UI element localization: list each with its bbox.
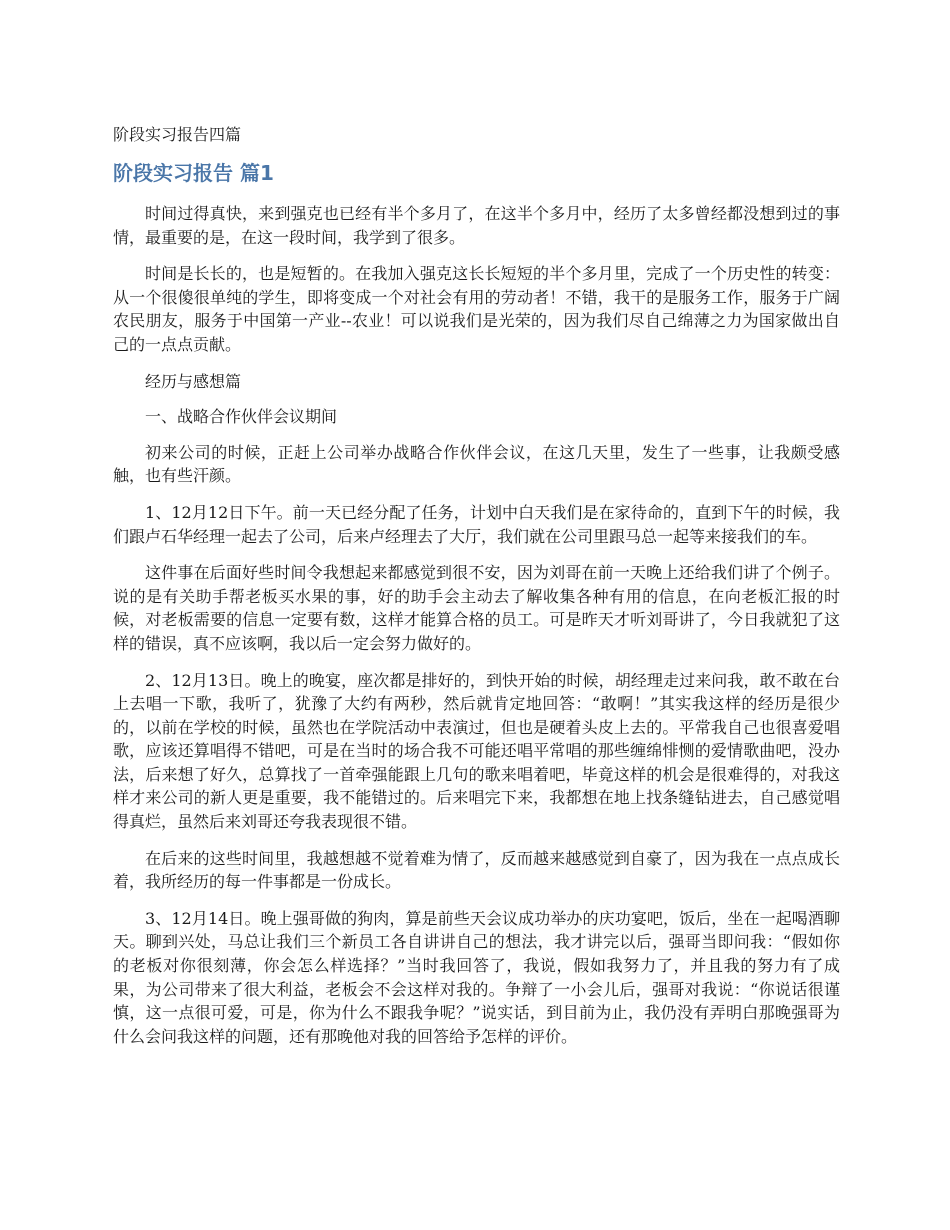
document-page bbox=[113, 122, 840, 1061]
paragraph: 初来公司的时候，正赶上公司举办战略合作伙伴会议，在这几天里，发生了一些事，让我颇受感触，也有些汗颜。 bbox=[113, 442, 840, 486]
paragraph: 时间是长长的，也是短暂的。在我加入强克这长长短短的半个多月里，完成了一个历史性的转变：从一个很傻很单纯的学生，即将变成一个对社会有用的劳动者！不错，我干的是服务工作，服务于广阔农民朋友，服务于中国第一产业--农业！可以说我们是光荣的，因为我们尽自己绵薄之力为国家做出自己的一点点贡献。 bbox=[113, 264, 840, 354]
paragraph: 3、12月14日。晚上强哥做的狗肉，算是前些天会议成功举办的庆功宴吧，饭后，坐在一起喝酒聊天。聊到兴处，马总让我们三个新员工各自讲讲自己的想法，我才讲完以后，强哥当即问我：“假如你的老板对你很刻薄，你会怎么样选择？”当时我回答了，我说，假如我努力了，并且我的努力有了成果，为公司带来了很大利益，老板会不会这样对我的。争辩了一小会儿后，强哥对我说：“你说话很谨慎，这一点很可爱，可是，你为什么不跟我争呢？”说实话，到目前为止，我仍没有弄明白那晚强哥为什么会问我这样的问题，还有那晚他对我的回答给予怎样的评价。 bbox=[113, 908, 840, 1046]
paragraph: 这件事在后面好些时间令我想起来都感觉到很不安，因为刘哥在前一天晚上还给我们讲了个例子。说的是有关助手帮老板买水果的事，好的助手会主动去了解收集各种有用的信息，在向老板汇报的时候，对老板需要的信息一定要有数，这样才能算合格的员工。可是昨天才听刘哥讲了，今日我就犯了这样的错误，真不应该啊，我以后一定会努力做好的。 bbox=[113, 563, 840, 653]
paragraph: 在后来的这些时间里，我越想越不觉着难为情了，反而越来越感觉到自豪了，因为我在一点点成长着，我所经历的每一件事都是一份成长。 bbox=[113, 848, 840, 892]
subsection-title: 经历与感想篇 bbox=[145, 371, 242, 391]
paragraph: 1、12月12日下午。前一天已经分配了任务，计划中白天我们是在家待命的，直到下午的时候，我们跟卢石华经理一起去了公司，后来卢经理去了大厅，我们就在公司里跟马总一起等来接我们的车。 bbox=[113, 502, 840, 546]
paragraph: 2、12月13日。晚上的晚宴，座次都是排好的，到快开始的时候，胡经理走过来问我，敢不敢在台上去唱一下歌，我听了，犹豫了大约有两秒，然后就肯定地回答：“敢啊！”其实我这样的经历是很少的，以前在学校的时候，虽然也在学院活动中表演过，但也是硬着头皮上去的。平常我自己也很喜爱唱歌，应该还算唱得不错吧，可是在当时的场合我不可能还唱平常唱的那些缠绵悱恻的爱情歌曲吧，没办法，后来想了好久，总算找了一首牵强能跟上几句的歌来唱着吧，毕竟这样的机会是很难得的，对我这样才来公司的新人更是重要，我不能错过的。后来唱完下来，我都想在地上找条缝钻进去，自己感觉唱得真烂，虽然后来刘哥还夸我表现很不错。 bbox=[113, 670, 840, 832]
document-title: 阶段实习报告四篇 bbox=[113, 125, 242, 144]
section-heading: 阶段实习报告 篇1 bbox=[113, 161, 274, 185]
paragraph: 时间过得真快，来到强克也已经有半个多月了，在这半个多月中，经历了太多曾经都没想到过的事情，最重要的是，在这一段时间，我学到了很多。 bbox=[113, 204, 840, 247]
subsection-title: 一、战略合作伙伴会议期间 bbox=[145, 407, 338, 427]
